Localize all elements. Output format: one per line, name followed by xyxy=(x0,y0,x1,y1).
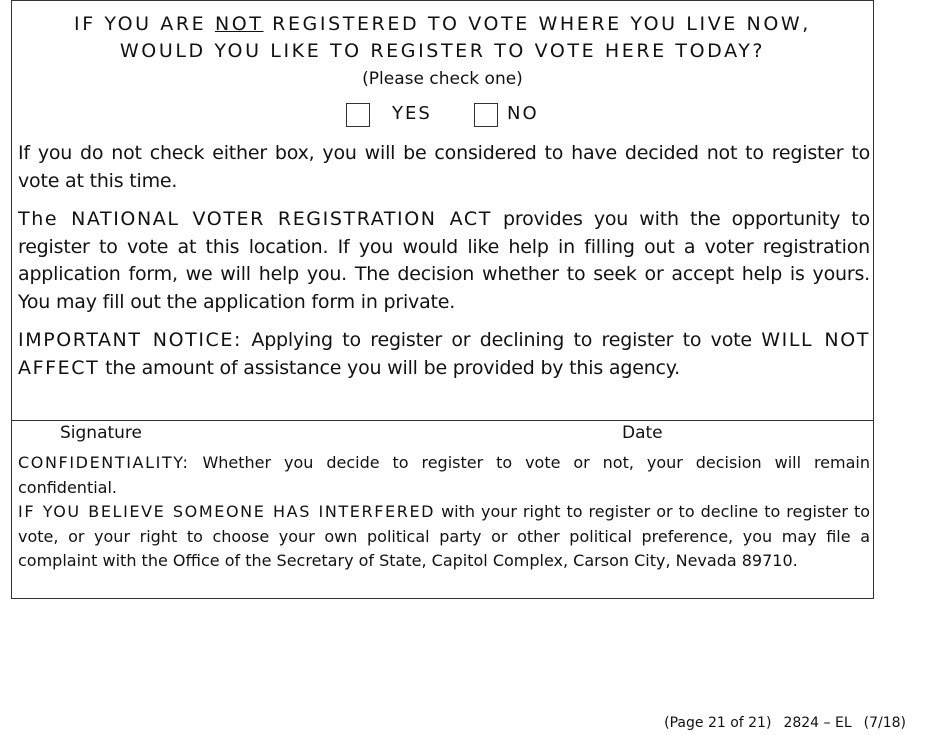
no-selection-notice: If you do not check either box, you will be considered to have decided not to register to vote at this time. xyxy=(18,142,870,192)
nvra-body: provides you with the opportunity to register to vote at this location. If you would like help in filling out a voter registration application form, we will help you. The decision whether to seek or accept help is yours. You may fill out the application form in private. xyxy=(18,208,870,313)
interference-body: with your right to register or to decline to register to vote, or your right to choose your own political party or other political preference, you may file a complaint with the Office of the Secretary of State, Capitol Complex, Carson City, Nevada 89710. xyxy=(18,502,871,570)
confidentiality-lead: CONFIDENTIALITY: xyxy=(18,453,190,472)
heading-line-1-pre: IF YOU ARE xyxy=(74,13,215,35)
heading-line-2: WOULD YOU LIKE TO REGISTER TO VOTE HERE TODAY? xyxy=(119,40,766,62)
check-instruction: (Please check one) xyxy=(362,69,523,89)
yes-label: YES xyxy=(392,103,432,124)
interference-lead: IF YOU BELIEVE SOMEONE HAS INTERFERED xyxy=(18,502,436,521)
nvra-act-name: The NATIONAL VOTER REGISTRATION ACT xyxy=(18,208,492,230)
heading-line-1 xyxy=(12,12,873,36)
important-notice-body: Applying to register or declining to register to vote xyxy=(242,329,762,351)
important-notice-lead: IMPORTANT NOTICE: xyxy=(18,329,243,351)
heading-not-emphasis: NOT xyxy=(214,13,264,35)
confidentiality-notice xyxy=(18,451,870,500)
page-number: (Page 21 of 21) xyxy=(664,715,772,731)
interference-notice xyxy=(18,500,870,574)
voter-registration-form xyxy=(11,0,874,599)
heading-line-1-post: REGISTERED TO VOTE WHERE YOU LIVE NOW, xyxy=(263,13,811,35)
yes-checkbox[interactable] xyxy=(346,103,370,127)
important-notice-tail: the amount of assistance you will be provided by this agency. xyxy=(99,356,680,379)
confidentiality-body: Whether you decide to register to vote or not, your decision will remain confidential. xyxy=(18,453,870,497)
nvra-paragraph xyxy=(18,206,870,316)
signature-divider xyxy=(12,420,873,421)
important-notice xyxy=(18,327,870,382)
form-number: 2824 – EL xyxy=(783,715,852,731)
no-label: NO xyxy=(507,103,539,124)
no-checkbox[interactable] xyxy=(474,103,498,127)
form-revision: (7/18) xyxy=(863,715,906,731)
choice-row xyxy=(12,101,873,129)
signature-label: Signature xyxy=(60,423,143,443)
page-footer xyxy=(664,714,906,732)
will-not-affect-emphasis: WILL NOT AFFECT xyxy=(18,329,870,379)
date-label: Date xyxy=(622,423,663,443)
